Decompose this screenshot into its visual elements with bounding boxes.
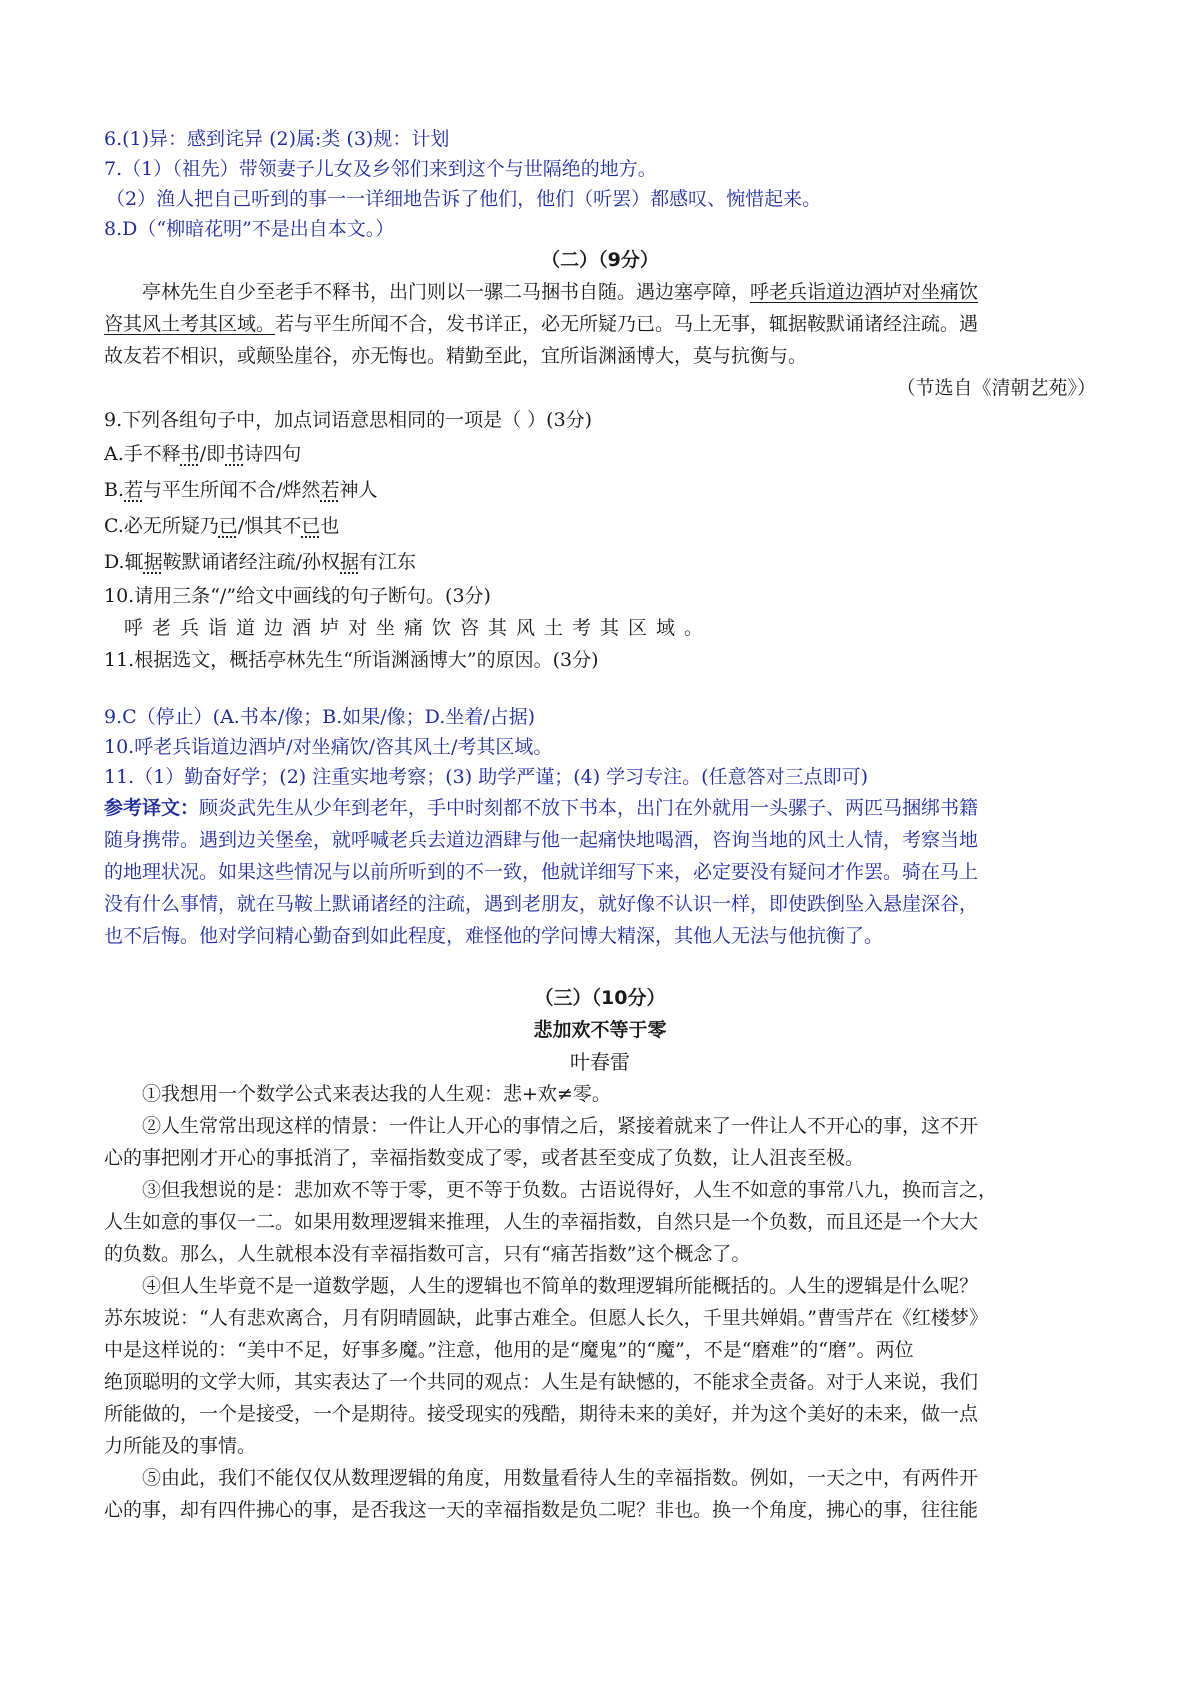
translation-line-4: 没有什么事情，就在马鞍上默诵诸经的注疏，遇到老朋友，就好像不认识一样，即使跌倒坠入悬崖深谷， [104,893,979,915]
reference-translation [104,792,1096,952]
passage-line-1: 亭林先生自少至老手不释书，出门则以一骡二马捆书自随。遇边塞亭障，呼老兵诣道边酒垆对坐痛饮 [142,281,979,303]
question-10: 10.请用三条“/”给文中画线的句子断句。(3分) [104,585,491,607]
answers-block-2 [104,702,1096,792]
translation-label: 参考译文： [104,797,200,819]
section-2-heading: （二）（9分） [541,249,659,271]
essay-paragraph-2-line-1: ②人生常常出现这样的情景：一件让人开心的事情之后，紧接着就来了一件让人不开心的事，这不开 [142,1115,979,1137]
section-2-passage [104,276,1096,372]
dotted-word: 据 [143,551,163,573]
answer-8: 8.D（“柳暗花明”不是出自本文。） [104,218,395,240]
option-c: C.必无所疑乃已/惧其不已也 [104,515,340,537]
passage-source: （节选自《清朝艺苑》） [896,377,1096,399]
essay-paragraph-5-line-1: ⑤由此，我们不能仅仅从数理逻辑的角度，用数量看待人生的幸福指数。例如，一天之中，有两件开 [142,1467,979,1489]
essay-paragraph-4-line-1: ④但人生毕竟不是一道数学题，人生的逻辑也不简单的数理逻辑所能概括的。人生的逻辑是什么呢？ [142,1275,979,1297]
question-9: 9.下列各组句子中，加点词语意思相同的一项是（ ）(3分) [104,409,593,431]
question-10-sentence: 呼老兵诣道边酒垆对坐痛饮咨其风土考其区域。 [124,617,713,639]
underlined-sentence-part-1: 呼老兵诣道边酒垆对坐痛饮 [750,281,979,303]
essay-paragraph-1: ①我想用一个数学公式来表达我的人生观：悲+欢≠零。 [142,1083,611,1105]
dotted-word: 书 [180,443,200,465]
essay-paragraph-2-line-2: 心的事把刚才开心的事抵消了，幸福指数变成了零，或者甚至变成了负数，让人沮丧至极。 [104,1147,865,1169]
essay-paragraph-4-line-4: 绝顶聪明的文学大师，其实表达了一个共同的观点：人生是有缺憾的，不能求全责备。对于人来说，我们 [104,1371,979,1393]
translation-line-5: 也不后悔。他对学问精心勤奋到如此程度，难怪他的学问博大精深，其他人无法与他抗衡了。 [104,925,884,947]
essay-paragraph-3-line-2: 人生如意的事仅一二。如果用数理逻辑来推理，人生的幸福指数，自然只是一个负数，而且还是一个大大 [104,1211,979,1233]
essay-title: 悲加欢不等于零 [533,1019,667,1041]
essay-paragraph-4-line-2: 苏东坡说：“人有悲欢离合，月有阴晴圆缺，此事古难全。但愿人长久，千里共婵娟。”曹雪芹在《红楼梦》 [104,1307,988,1329]
answer-11: 11.（1）勤奋好学；(2) 注重实地考察；(3) 助学严谨；(4) 学习专注。(任意答对三点即可) [104,766,868,788]
dotted-word: 若 [124,479,144,501]
dotted-word: 已 [301,515,321,537]
question-11: 11.根据选文，概括亭林先生“所诣渊涵博大”的原因。(3分) [104,649,599,671]
dotted-word: 已 [218,515,238,537]
essay-paragraph-4-line-5: 所能做的，一个是接受，一个是期待。接受现实的残酷，期待未来的美好，并为这个美好的未来，做一点 [104,1403,979,1425]
dotted-word: 书 [225,443,245,465]
dotted-word: 若 [320,479,340,501]
essay-paragraph-4-line-6: 力所能及的事情。 [104,1435,257,1457]
option-a: A.手不释书/即书诗四句 [104,443,302,465]
answers-block-1 [104,124,1096,244]
answer-6: 6.(1)异：感到诧异 (2)属:类 (3)规：计划 [104,128,450,150]
essay-paragraph-5-line-2: 心的事，却有四件拂心的事，是否我这一天的幸福指数是负二呢？非也。换一个角度，拂心的事，往往能 [104,1499,979,1521]
essay-paragraph-3-line-1: ③但我想说的是：悲加欢不等于零，更不等于负数。古语说得好，人生不如意的事常八九，换而言之， [142,1179,998,1201]
essay-author: 叶春雷 [570,1050,630,1074]
answer-10: 10.呼老兵诣道边酒垆/对坐痛饮/咨其风土/考其区域。 [104,736,553,758]
answer-7-1: 7.（1）（祖先）带领妻子儿女及乡邻们来到这个与世隔绝的地方。 [104,158,657,180]
underlined-sentence-part-2: 咨其风土考其区域。 [104,313,276,335]
translation-line-3: 的地理状况。如果这些情况与以前所听到的不一致，他就详细写下来，必定要没有疑问才作罢。骑在马上 [104,861,979,883]
answer-9: 9.C（停止）(A.书本/像；B.如果/像；D.坐着/占据) [104,706,536,728]
section-3-heading: （三）（10分） [534,987,666,1009]
passage-line-3: 故友若不相识，或颠坠崖谷，亦无悔也。精勤至此，宜所诣渊涵博大，莫与抗衡与。 [104,345,808,367]
option-d: D.辄据鞍默诵诸经注疏/孙权据有江东 [104,551,417,573]
translation-line-1: 参考译文：顾炎武先生从少年到老年，手中时刻都不放下书本，出门在外就用一头骡子、两匹马捆绑书籍 [104,797,979,819]
passage-line-2: 咨其风土考其区域。若与平生所闻不合，发书详正，必无所疑乃已。马上无事，辄据鞍默诵诸经注疏。遇 [104,313,979,335]
option-b: B.若与平生所闻不合/烨然若神人 [104,479,378,501]
answer-7-2: （2）渔人把自己听到的事一一详细地告诉了他们，他们（听罢）都感叹、惋惜起来。 [106,188,822,210]
essay-body [104,1078,1096,1526]
document-page [104,124,1096,1526]
essay-paragraph-4-line-3: 中是这样说的：“美中不足，好事多魔。”注意，他用的是“魔鬼”的“魔”，不是“磨难”的“磨”。两位 [104,1339,914,1361]
translation-line-2: 随身携带。遇到边关堡垒，就呼喊老兵去道边酒肆与他一起痛快地喝酒，咨询当地的风土人情，考察当地 [104,829,979,851]
essay-paragraph-3-line-3: 的负数。那么，人生就根本没有幸福指数可言，只有“痛苦指数”这个概念了。 [104,1243,751,1265]
dotted-word: 据 [340,551,360,573]
